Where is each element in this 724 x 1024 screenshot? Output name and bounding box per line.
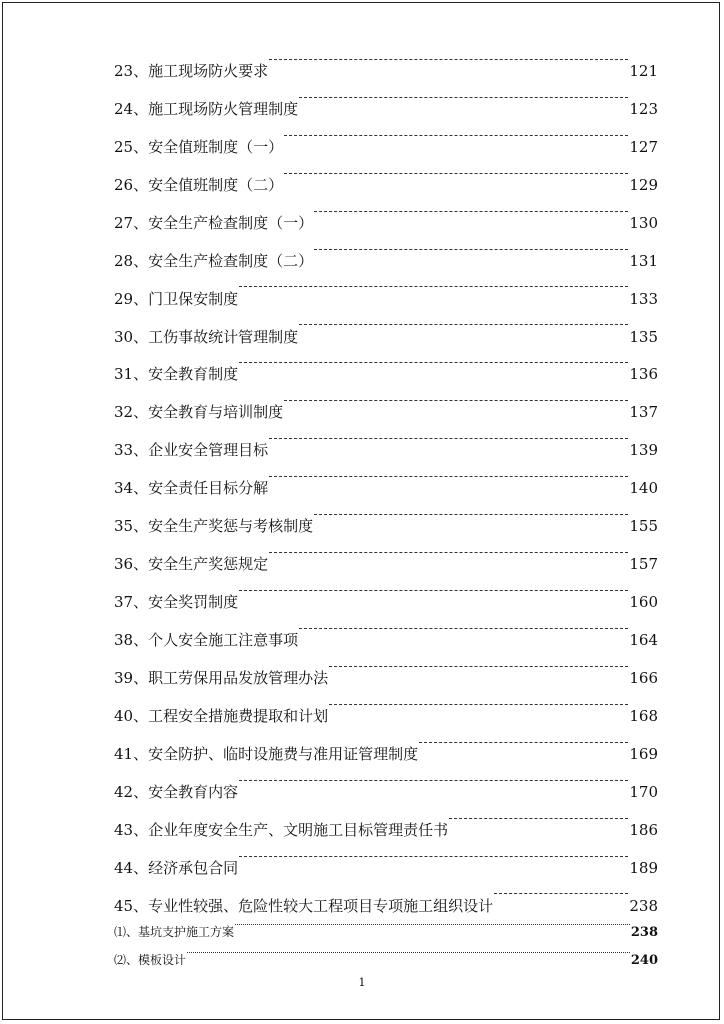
toc-entry-page: 155	[629, 517, 658, 536]
toc-entry-number: 29、	[114, 289, 149, 308]
dot-leader	[284, 379, 628, 417]
toc-entry-page: 164	[629, 631, 658, 649]
toc-entry-page: 135	[629, 327, 658, 346]
toc-entry-page: 240	[630, 953, 658, 968]
dot-leader	[239, 759, 628, 797]
toc-entry-title: 安全值班制度（二）	[148, 175, 284, 194]
toc-entry-page: 238	[630, 925, 658, 940]
toc-entry-title: 职工劳保用品发放管理办法	[148, 668, 329, 687]
dot-leader	[269, 531, 628, 569]
dot-leader	[314, 228, 628, 266]
dot-leader	[329, 683, 628, 721]
dot-leader	[239, 569, 628, 607]
toc-entry-page: 127	[629, 137, 658, 156]
toc-entry-page: 136	[629, 365, 658, 384]
toc-entry-number: 42、	[114, 782, 149, 801]
dot-leader	[329, 645, 628, 683]
dot-leader	[235, 908, 630, 936]
toc-entry-number: ⑴、	[114, 925, 139, 939]
sub-entries	[114, 908, 658, 968]
toc-entry	[114, 936, 658, 968]
toc-entry-title: 基坑支护施工方案	[138, 925, 235, 939]
dot-leader	[299, 76, 628, 114]
toc-entry-page: 169	[629, 744, 658, 763]
toc-entry-title: 模板设计	[138, 953, 187, 967]
dot-leader	[239, 266, 628, 304]
toc-entry-number: 34、	[114, 479, 149, 498]
toc-entry-title: 安全生产检查制度（一）	[148, 213, 314, 232]
toc-entry-number: ⑵、	[114, 953, 139, 967]
toc-entry-page: 139	[629, 441, 658, 460]
toc-entry-page: 189	[629, 858, 658, 877]
toc-entry-number: 40、	[114, 706, 149, 725]
toc-entry-page: 170	[629, 782, 658, 801]
toc-entry-page: 129	[629, 175, 658, 194]
toc-entry-number: 26、	[114, 175, 149, 194]
toc-entry-title: 安全值班制度（一）	[148, 137, 284, 156]
toc-entry-title: 安全教育内容	[148, 782, 239, 801]
dot-leader	[314, 493, 628, 531]
toc-entry-page: 186	[629, 820, 658, 839]
toc-entry-title: 安全责任目标分解	[148, 479, 269, 498]
dot-leader	[284, 114, 628, 152]
toc-entry-number: 23、	[114, 61, 149, 80]
toc-entry-number: 24、	[114, 99, 149, 118]
toc-entry-number: 39、	[114, 668, 149, 687]
toc-entry-title: 安全教育制度	[148, 365, 239, 384]
toc-entry-title: 安全生产奖惩规定	[148, 555, 269, 574]
toc-entry-title: 门卫保安制度	[148, 289, 239, 308]
dot-leader	[449, 797, 628, 835]
toc-entry-number: 41、	[114, 744, 149, 763]
toc-entry-title: 个人安全施工注意事项	[148, 631, 299, 649]
toc-entry-page: 130	[629, 213, 658, 232]
toc-entry-number: 30、	[114, 327, 149, 346]
toc-entry-page: 131	[629, 251, 658, 270]
toc-entry-page: 168	[629, 706, 658, 725]
dot-leader	[314, 190, 628, 228]
toc-entry-title: 企业年度安全生产、文明施工目标管理责任书	[148, 820, 449, 839]
toc-entry-page: 140	[629, 479, 658, 498]
toc-entry-title: 工程安全措施费提取和计划	[148, 706, 329, 725]
dot-leader	[269, 38, 628, 76]
toc-entry-number: 38、	[114, 631, 149, 649]
toc-entry-number: 36、	[114, 555, 149, 574]
dot-leader	[494, 873, 628, 911]
toc-entry-title: 安全奖罚制度	[148, 593, 239, 612]
dot-leader	[187, 936, 630, 964]
toc-entry-page: 166	[629, 668, 658, 687]
dot-leader	[239, 835, 628, 873]
dot-leader	[299, 607, 628, 645]
toc-entry-number: 35、	[114, 517, 149, 536]
toc-entry-number: 45、	[114, 896, 149, 915]
toc-entry-title: 企业安全管理目标	[148, 441, 269, 460]
dot-leader	[419, 721, 628, 759]
toc-entry-page: 123	[629, 99, 658, 118]
toc-entry-title: 经济承包合同	[148, 858, 239, 877]
toc-entry-page: 157	[629, 555, 658, 574]
toc-entry	[114, 38, 658, 80]
toc-entry-number: 25、	[114, 137, 149, 156]
toc-entry-number: 43、	[114, 820, 149, 839]
toc-entry-number: 27、	[114, 213, 149, 232]
toc-entry-page: 121	[629, 61, 658, 80]
dot-leader	[269, 417, 628, 455]
toc-entry-number: 28、	[114, 251, 149, 270]
dot-leader	[269, 455, 628, 493]
toc-entry-number: 44、	[114, 858, 149, 877]
toc-entry-title: 工伤事故统计管理制度	[148, 327, 299, 346]
toc-entry-page: 137	[629, 403, 658, 422]
toc-entry-number: 33、	[114, 441, 149, 460]
toc-entry-title: 安全生产奖惩与考核制度	[148, 517, 314, 536]
toc-entry-number: 37、	[114, 593, 149, 612]
dot-leader	[239, 342, 628, 380]
toc-entry-title: 安全防护、临时设施费与准用证管理制度	[148, 744, 419, 763]
toc-entry-title: 施工现场防火管理制度	[148, 99, 299, 118]
toc-entry-title: 专业性较强、危险性较大工程项目专项施工组织设计	[148, 896, 494, 915]
toc-entry-title: 安全教育与培训制度	[148, 403, 284, 422]
table-of-contents	[114, 38, 658, 915]
toc-entry-title: 施工现场防火要求	[148, 61, 269, 80]
toc-entry-number: 32、	[114, 403, 149, 422]
toc-entry-page: 238	[629, 896, 658, 915]
toc-entry-page: 160	[629, 593, 658, 612]
toc-entry	[114, 908, 658, 940]
toc-entry-title: 安全生产检查制度（二）	[148, 251, 314, 270]
toc-entry-number: 31、	[114, 365, 149, 384]
dot-leader	[299, 304, 628, 342]
toc-entry-page: 133	[629, 289, 658, 308]
page-number: 1	[358, 976, 366, 989]
dot-leader	[284, 152, 628, 190]
